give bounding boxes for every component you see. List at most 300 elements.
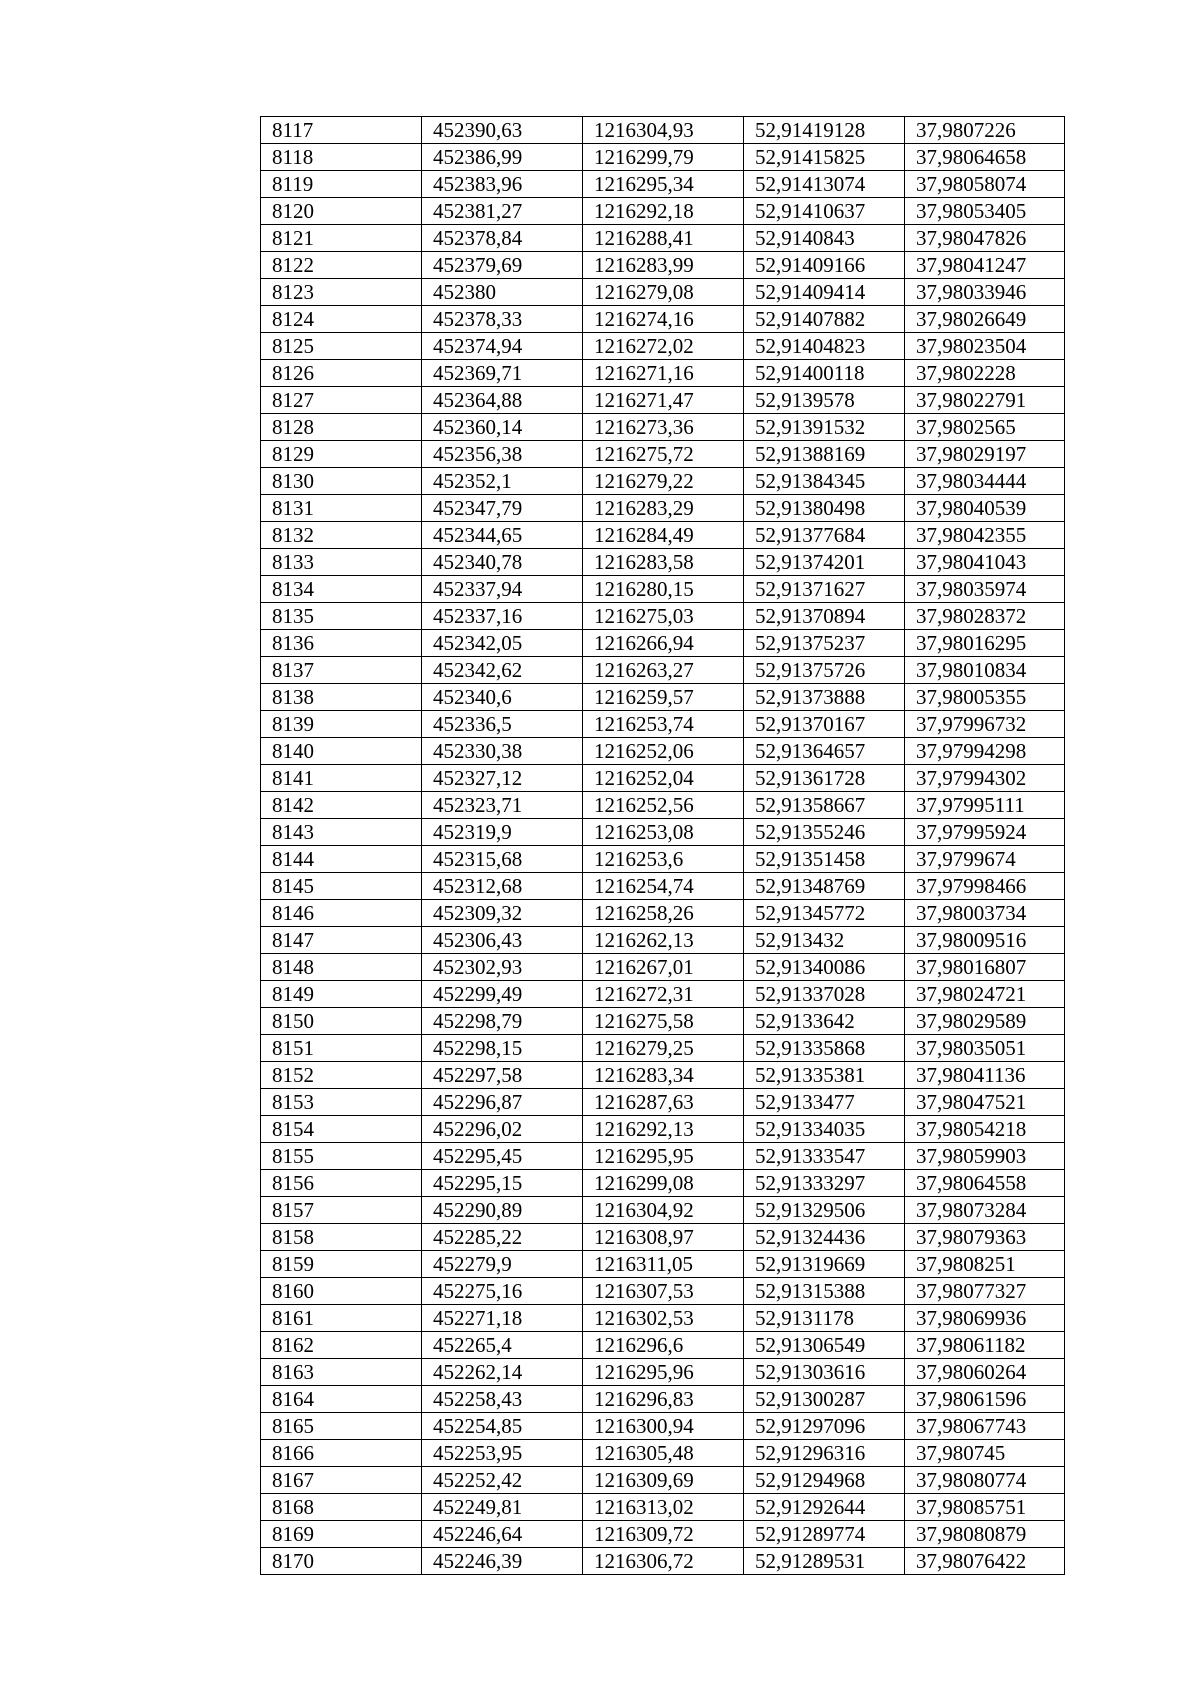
x-coordinate-cell: 452254,85 — [422, 1413, 583, 1440]
y-coordinate-cell: 1216275,03 — [583, 603, 744, 630]
table-row — [261, 1197, 1065, 1224]
point-number-cell: 8125 — [261, 333, 422, 360]
y-coordinate-cell: 1216295,34 — [583, 171, 744, 198]
latitude-cell: 52,91297096 — [744, 1413, 905, 1440]
table-row — [261, 900, 1065, 927]
latitude-cell: 52,91364657 — [744, 738, 905, 765]
point-number-cell: 8120 — [261, 198, 422, 225]
point-number-cell: 8118 — [261, 144, 422, 171]
longitude-cell: 37,97995111 — [905, 792, 1065, 819]
longitude-cell: 37,98059903 — [905, 1143, 1065, 1170]
table-row — [261, 279, 1065, 306]
y-coordinate-cell: 1216283,58 — [583, 549, 744, 576]
y-coordinate-cell: 1216305,48 — [583, 1440, 744, 1467]
x-coordinate-cell: 452302,93 — [422, 954, 583, 981]
y-coordinate-cell: 1216274,16 — [583, 306, 744, 333]
point-number-cell: 8132 — [261, 522, 422, 549]
point-number-cell: 8146 — [261, 900, 422, 927]
x-coordinate-cell: 452342,62 — [422, 657, 583, 684]
longitude-cell: 37,98060264 — [905, 1359, 1065, 1386]
longitude-cell: 37,98054218 — [905, 1116, 1065, 1143]
point-number-cell: 8130 — [261, 468, 422, 495]
y-coordinate-cell: 1216295,95 — [583, 1143, 744, 1170]
longitude-cell: 37,98064658 — [905, 144, 1065, 171]
point-number-cell: 8140 — [261, 738, 422, 765]
x-coordinate-cell: 452378,84 — [422, 225, 583, 252]
table-row — [261, 1170, 1065, 1197]
table-row — [261, 576, 1065, 603]
latitude-cell: 52,91292644 — [744, 1494, 905, 1521]
x-coordinate-cell: 452295,45 — [422, 1143, 583, 1170]
x-coordinate-cell: 452323,71 — [422, 792, 583, 819]
longitude-cell: 37,98079363 — [905, 1224, 1065, 1251]
point-number-cell: 8123 — [261, 279, 422, 306]
longitude-cell: 37,98058074 — [905, 171, 1065, 198]
longitude-cell: 37,98024721 — [905, 981, 1065, 1008]
longitude-cell: 37,98035051 — [905, 1035, 1065, 1062]
point-number-cell: 8161 — [261, 1305, 422, 1332]
table-row — [261, 1386, 1065, 1413]
latitude-cell: 52,91407882 — [744, 306, 905, 333]
x-coordinate-cell: 452298,15 — [422, 1035, 583, 1062]
latitude-cell: 52,91384345 — [744, 468, 905, 495]
table-row — [261, 414, 1065, 441]
y-coordinate-cell: 1216279,25 — [583, 1035, 744, 1062]
table-row — [261, 846, 1065, 873]
point-number-cell: 8144 — [261, 846, 422, 873]
longitude-cell: 37,9808251 — [905, 1251, 1065, 1278]
longitude-cell: 37,98016807 — [905, 954, 1065, 981]
point-number-cell: 8141 — [261, 765, 422, 792]
x-coordinate-cell: 452265,4 — [422, 1332, 583, 1359]
point-number-cell: 8154 — [261, 1116, 422, 1143]
table-row — [261, 873, 1065, 900]
latitude-cell: 52,91296316 — [744, 1440, 905, 1467]
latitude-cell: 52,913432 — [744, 927, 905, 954]
table-row — [261, 1413, 1065, 1440]
latitude-cell: 52,91373888 — [744, 684, 905, 711]
y-coordinate-cell: 1216287,63 — [583, 1089, 744, 1116]
table-row — [261, 1278, 1065, 1305]
point-number-cell: 8165 — [261, 1413, 422, 1440]
x-coordinate-cell: 452275,16 — [422, 1278, 583, 1305]
latitude-cell: 52,91319669 — [744, 1251, 905, 1278]
latitude-cell: 52,91370894 — [744, 603, 905, 630]
latitude-cell: 52,91361728 — [744, 765, 905, 792]
x-coordinate-cell: 452246,39 — [422, 1548, 583, 1575]
latitude-cell: 52,91303616 — [744, 1359, 905, 1386]
longitude-cell: 37,97994302 — [905, 765, 1065, 792]
table-row — [261, 1035, 1065, 1062]
x-coordinate-cell: 452352,1 — [422, 468, 583, 495]
longitude-cell: 37,98069936 — [905, 1305, 1065, 1332]
x-coordinate-cell: 452312,68 — [422, 873, 583, 900]
latitude-cell: 52,91400118 — [744, 360, 905, 387]
point-number-cell: 8119 — [261, 171, 422, 198]
longitude-cell: 37,98041043 — [905, 549, 1065, 576]
point-number-cell: 8166 — [261, 1440, 422, 1467]
latitude-cell: 52,91377684 — [744, 522, 905, 549]
table-row — [261, 522, 1065, 549]
latitude-cell: 52,91409166 — [744, 252, 905, 279]
x-coordinate-cell: 452327,12 — [422, 765, 583, 792]
table-row — [261, 819, 1065, 846]
x-coordinate-cell: 452252,42 — [422, 1467, 583, 1494]
longitude-cell: 37,98026649 — [905, 306, 1065, 333]
longitude-cell: 37,98023504 — [905, 333, 1065, 360]
y-coordinate-cell: 1216306,72 — [583, 1548, 744, 1575]
longitude-cell: 37,98053405 — [905, 198, 1065, 225]
latitude-cell: 52,91340086 — [744, 954, 905, 981]
y-coordinate-cell: 1216292,13 — [583, 1116, 744, 1143]
y-coordinate-cell: 1216252,04 — [583, 765, 744, 792]
point-number-cell: 8169 — [261, 1521, 422, 1548]
point-number-cell: 8143 — [261, 819, 422, 846]
y-coordinate-cell: 1216299,08 — [583, 1170, 744, 1197]
x-coordinate-cell: 452298,79 — [422, 1008, 583, 1035]
y-coordinate-cell: 1216296,6 — [583, 1332, 744, 1359]
table-row — [261, 738, 1065, 765]
table-row — [261, 1359, 1065, 1386]
x-coordinate-cell: 452330,38 — [422, 738, 583, 765]
latitude-cell: 52,9131178 — [744, 1305, 905, 1332]
longitude-cell: 37,98033946 — [905, 279, 1065, 306]
longitude-cell: 37,98016295 — [905, 630, 1065, 657]
longitude-cell: 37,98073284 — [905, 1197, 1065, 1224]
point-number-cell: 8148 — [261, 954, 422, 981]
latitude-cell: 52,91375237 — [744, 630, 905, 657]
latitude-cell: 52,9133477 — [744, 1089, 905, 1116]
latitude-cell: 52,91410637 — [744, 198, 905, 225]
table-row — [261, 549, 1065, 576]
x-coordinate-cell: 452246,64 — [422, 1521, 583, 1548]
point-number-cell: 8128 — [261, 414, 422, 441]
table-row — [261, 144, 1065, 171]
longitude-cell: 37,98029589 — [905, 1008, 1065, 1035]
latitude-cell: 52,91375726 — [744, 657, 905, 684]
table-row — [261, 657, 1065, 684]
latitude-cell: 52,91294968 — [744, 1467, 905, 1494]
longitude-cell: 37,9802228 — [905, 360, 1065, 387]
x-coordinate-cell: 452296,87 — [422, 1089, 583, 1116]
point-number-cell: 8126 — [261, 360, 422, 387]
point-number-cell: 8153 — [261, 1089, 422, 1116]
point-number-cell: 8122 — [261, 252, 422, 279]
coordinates-table — [260, 116, 1065, 1575]
longitude-cell: 37,98009516 — [905, 927, 1065, 954]
y-coordinate-cell: 1216309,72 — [583, 1521, 744, 1548]
point-number-cell: 8138 — [261, 684, 422, 711]
latitude-cell: 52,91289774 — [744, 1521, 905, 1548]
latitude-cell: 52,91324436 — [744, 1224, 905, 1251]
latitude-cell: 52,91370167 — [744, 711, 905, 738]
y-coordinate-cell: 1216292,18 — [583, 198, 744, 225]
point-number-cell: 8167 — [261, 1467, 422, 1494]
y-coordinate-cell: 1216302,53 — [583, 1305, 744, 1332]
x-coordinate-cell: 452315,68 — [422, 846, 583, 873]
x-coordinate-cell: 452340,78 — [422, 549, 583, 576]
table-row — [261, 711, 1065, 738]
table-row — [261, 927, 1065, 954]
x-coordinate-cell: 452295,15 — [422, 1170, 583, 1197]
table-row — [261, 954, 1065, 981]
y-coordinate-cell: 1216284,49 — [583, 522, 744, 549]
point-number-cell: 8160 — [261, 1278, 422, 1305]
latitude-cell: 52,91404823 — [744, 333, 905, 360]
y-coordinate-cell: 1216279,08 — [583, 279, 744, 306]
x-coordinate-cell: 452337,16 — [422, 603, 583, 630]
latitude-cell: 52,91348769 — [744, 873, 905, 900]
y-coordinate-cell: 1216309,69 — [583, 1467, 744, 1494]
y-coordinate-cell: 1216307,53 — [583, 1278, 744, 1305]
x-coordinate-cell: 452342,05 — [422, 630, 583, 657]
y-coordinate-cell: 1216300,94 — [583, 1413, 744, 1440]
latitude-cell: 52,91380498 — [744, 495, 905, 522]
y-coordinate-cell: 1216273,36 — [583, 414, 744, 441]
point-number-cell: 8131 — [261, 495, 422, 522]
y-coordinate-cell: 1216252,56 — [583, 792, 744, 819]
x-coordinate-cell: 452296,02 — [422, 1116, 583, 1143]
longitude-cell: 37,980745 — [905, 1440, 1065, 1467]
table-row — [261, 360, 1065, 387]
latitude-cell: 52,91337028 — [744, 981, 905, 1008]
point-number-cell: 8133 — [261, 549, 422, 576]
table-row — [261, 1440, 1065, 1467]
table-row — [261, 225, 1065, 252]
table-row — [261, 1467, 1065, 1494]
y-coordinate-cell: 1216304,92 — [583, 1197, 744, 1224]
latitude-cell: 52,9139578 — [744, 387, 905, 414]
table-row — [261, 1116, 1065, 1143]
table-row — [261, 981, 1065, 1008]
longitude-cell: 37,98003734 — [905, 900, 1065, 927]
x-coordinate-cell: 452258,43 — [422, 1386, 583, 1413]
latitude-cell: 52,91413074 — [744, 171, 905, 198]
y-coordinate-cell: 1216275,72 — [583, 441, 744, 468]
latitude-cell: 52,91333297 — [744, 1170, 905, 1197]
x-coordinate-cell: 452356,38 — [422, 441, 583, 468]
x-coordinate-cell: 452381,27 — [422, 198, 583, 225]
table-row — [261, 306, 1065, 333]
point-number-cell: 8117 — [261, 117, 422, 144]
latitude-cell: 52,9133642 — [744, 1008, 905, 1035]
latitude-cell: 52,91289531 — [744, 1548, 905, 1575]
longitude-cell: 37,98041136 — [905, 1062, 1065, 1089]
x-coordinate-cell: 452364,88 — [422, 387, 583, 414]
y-coordinate-cell: 1216253,08 — [583, 819, 744, 846]
point-number-cell: 8127 — [261, 387, 422, 414]
longitude-cell: 37,98077327 — [905, 1278, 1065, 1305]
point-number-cell: 8159 — [261, 1251, 422, 1278]
table-row — [261, 117, 1065, 144]
longitude-cell: 37,97998466 — [905, 873, 1065, 900]
point-number-cell: 8158 — [261, 1224, 422, 1251]
x-coordinate-cell: 452309,32 — [422, 900, 583, 927]
y-coordinate-cell: 1216272,02 — [583, 333, 744, 360]
x-coordinate-cell: 452299,49 — [422, 981, 583, 1008]
table-row — [261, 1089, 1065, 1116]
x-coordinate-cell: 452383,96 — [422, 171, 583, 198]
point-number-cell: 8157 — [261, 1197, 422, 1224]
longitude-cell: 37,98010834 — [905, 657, 1065, 684]
point-number-cell: 8147 — [261, 927, 422, 954]
table-row — [261, 1062, 1065, 1089]
longitude-cell: 37,9802565 — [905, 414, 1065, 441]
y-coordinate-cell: 1216272,31 — [583, 981, 744, 1008]
table-row — [261, 1143, 1065, 1170]
x-coordinate-cell: 452290,89 — [422, 1197, 583, 1224]
y-coordinate-cell: 1216263,27 — [583, 657, 744, 684]
longitude-cell: 37,97994298 — [905, 738, 1065, 765]
point-number-cell: 8164 — [261, 1386, 422, 1413]
latitude-cell: 52,91391532 — [744, 414, 905, 441]
point-number-cell: 8168 — [261, 1494, 422, 1521]
x-coordinate-cell: 452374,94 — [422, 333, 583, 360]
x-coordinate-cell: 452285,22 — [422, 1224, 583, 1251]
point-number-cell: 8135 — [261, 603, 422, 630]
longitude-cell: 37,98028372 — [905, 603, 1065, 630]
table-row — [261, 198, 1065, 225]
longitude-cell: 37,98047826 — [905, 225, 1065, 252]
point-number-cell: 8136 — [261, 630, 422, 657]
point-number-cell: 8152 — [261, 1062, 422, 1089]
latitude-cell: 52,91419128 — [744, 117, 905, 144]
point-number-cell: 8121 — [261, 225, 422, 252]
table-row — [261, 684, 1065, 711]
longitude-cell: 37,98035974 — [905, 576, 1065, 603]
latitude-cell: 52,91335381 — [744, 1062, 905, 1089]
table-body — [261, 117, 1065, 1575]
table-row — [261, 252, 1065, 279]
x-coordinate-cell: 452271,18 — [422, 1305, 583, 1332]
x-coordinate-cell: 452379,69 — [422, 252, 583, 279]
longitude-cell: 37,98061596 — [905, 1386, 1065, 1413]
latitude-cell: 52,91345772 — [744, 900, 905, 927]
table-row — [261, 495, 1065, 522]
x-coordinate-cell: 452386,99 — [422, 144, 583, 171]
x-coordinate-cell: 452378,33 — [422, 306, 583, 333]
x-coordinate-cell: 452390,63 — [422, 117, 583, 144]
longitude-cell: 37,97996732 — [905, 711, 1065, 738]
longitude-cell: 37,98005355 — [905, 684, 1065, 711]
latitude-cell: 52,91334035 — [744, 1116, 905, 1143]
y-coordinate-cell: 1216296,83 — [583, 1386, 744, 1413]
point-number-cell: 8149 — [261, 981, 422, 1008]
latitude-cell: 52,91355246 — [744, 819, 905, 846]
x-coordinate-cell: 452306,43 — [422, 927, 583, 954]
latitude-cell: 52,91374201 — [744, 549, 905, 576]
longitude-cell: 37,98067743 — [905, 1413, 1065, 1440]
y-coordinate-cell: 1216283,29 — [583, 495, 744, 522]
table-row — [261, 1305, 1065, 1332]
y-coordinate-cell: 1216311,05 — [583, 1251, 744, 1278]
table-row — [261, 1008, 1065, 1035]
point-number-cell: 8155 — [261, 1143, 422, 1170]
latitude-cell: 52,91409414 — [744, 279, 905, 306]
table-row — [261, 1251, 1065, 1278]
latitude-cell: 52,91351458 — [744, 846, 905, 873]
x-coordinate-cell: 452340,6 — [422, 684, 583, 711]
point-number-cell: 8124 — [261, 306, 422, 333]
longitude-cell: 37,97995924 — [905, 819, 1065, 846]
x-coordinate-cell: 452297,58 — [422, 1062, 583, 1089]
y-coordinate-cell: 1216308,97 — [583, 1224, 744, 1251]
table-row — [261, 1548, 1065, 1575]
y-coordinate-cell: 1216283,34 — [583, 1062, 744, 1089]
longitude-cell: 37,9799674 — [905, 846, 1065, 873]
table-row — [261, 387, 1065, 414]
x-coordinate-cell: 452253,95 — [422, 1440, 583, 1467]
longitude-cell: 37,98022791 — [905, 387, 1065, 414]
table-row — [261, 1494, 1065, 1521]
point-number-cell: 8142 — [261, 792, 422, 819]
longitude-cell: 37,98061182 — [905, 1332, 1065, 1359]
table-row — [261, 630, 1065, 657]
x-coordinate-cell: 452344,65 — [422, 522, 583, 549]
table-row — [261, 441, 1065, 468]
longitude-cell: 37,98040539 — [905, 495, 1065, 522]
latitude-cell: 52,91300287 — [744, 1386, 905, 1413]
longitude-cell: 37,98042355 — [905, 522, 1065, 549]
y-coordinate-cell: 1216313,02 — [583, 1494, 744, 1521]
x-coordinate-cell: 452380 — [422, 279, 583, 306]
y-coordinate-cell: 1216258,26 — [583, 900, 744, 927]
x-coordinate-cell: 452319,9 — [422, 819, 583, 846]
y-coordinate-cell: 1216304,93 — [583, 117, 744, 144]
x-coordinate-cell: 452279,9 — [422, 1251, 583, 1278]
latitude-cell: 52,91329506 — [744, 1197, 905, 1224]
longitude-cell: 37,9807226 — [905, 117, 1065, 144]
latitude-cell: 52,91388169 — [744, 441, 905, 468]
table-row — [261, 1332, 1065, 1359]
longitude-cell: 37,98076422 — [905, 1548, 1065, 1575]
point-number-cell: 8137 — [261, 657, 422, 684]
latitude-cell: 52,9140843 — [744, 225, 905, 252]
point-number-cell: 8163 — [261, 1359, 422, 1386]
table-row — [261, 468, 1065, 495]
x-coordinate-cell: 452360,14 — [422, 414, 583, 441]
table-row — [261, 333, 1065, 360]
point-number-cell: 8162 — [261, 1332, 422, 1359]
point-number-cell: 8145 — [261, 873, 422, 900]
point-number-cell: 8134 — [261, 576, 422, 603]
y-coordinate-cell: 1216271,47 — [583, 387, 744, 414]
y-coordinate-cell: 1216266,94 — [583, 630, 744, 657]
table-row — [261, 1521, 1065, 1548]
y-coordinate-cell: 1216253,6 — [583, 846, 744, 873]
x-coordinate-cell: 452262,14 — [422, 1359, 583, 1386]
y-coordinate-cell: 1216259,57 — [583, 684, 744, 711]
y-coordinate-cell: 1216279,22 — [583, 468, 744, 495]
latitude-cell: 52,91315388 — [744, 1278, 905, 1305]
x-coordinate-cell: 452249,81 — [422, 1494, 583, 1521]
longitude-cell: 37,98064558 — [905, 1170, 1065, 1197]
longitude-cell: 37,98029197 — [905, 441, 1065, 468]
point-number-cell: 8150 — [261, 1008, 422, 1035]
table-row — [261, 792, 1065, 819]
y-coordinate-cell: 1216295,96 — [583, 1359, 744, 1386]
y-coordinate-cell: 1216267,01 — [583, 954, 744, 981]
point-number-cell: 8156 — [261, 1170, 422, 1197]
longitude-cell: 37,98080774 — [905, 1467, 1065, 1494]
y-coordinate-cell: 1216271,16 — [583, 360, 744, 387]
x-coordinate-cell: 452347,79 — [422, 495, 583, 522]
latitude-cell: 52,91371627 — [744, 576, 905, 603]
point-number-cell: 8170 — [261, 1548, 422, 1575]
table-row — [261, 171, 1065, 198]
point-number-cell: 8129 — [261, 441, 422, 468]
latitude-cell: 52,91306549 — [744, 1332, 905, 1359]
